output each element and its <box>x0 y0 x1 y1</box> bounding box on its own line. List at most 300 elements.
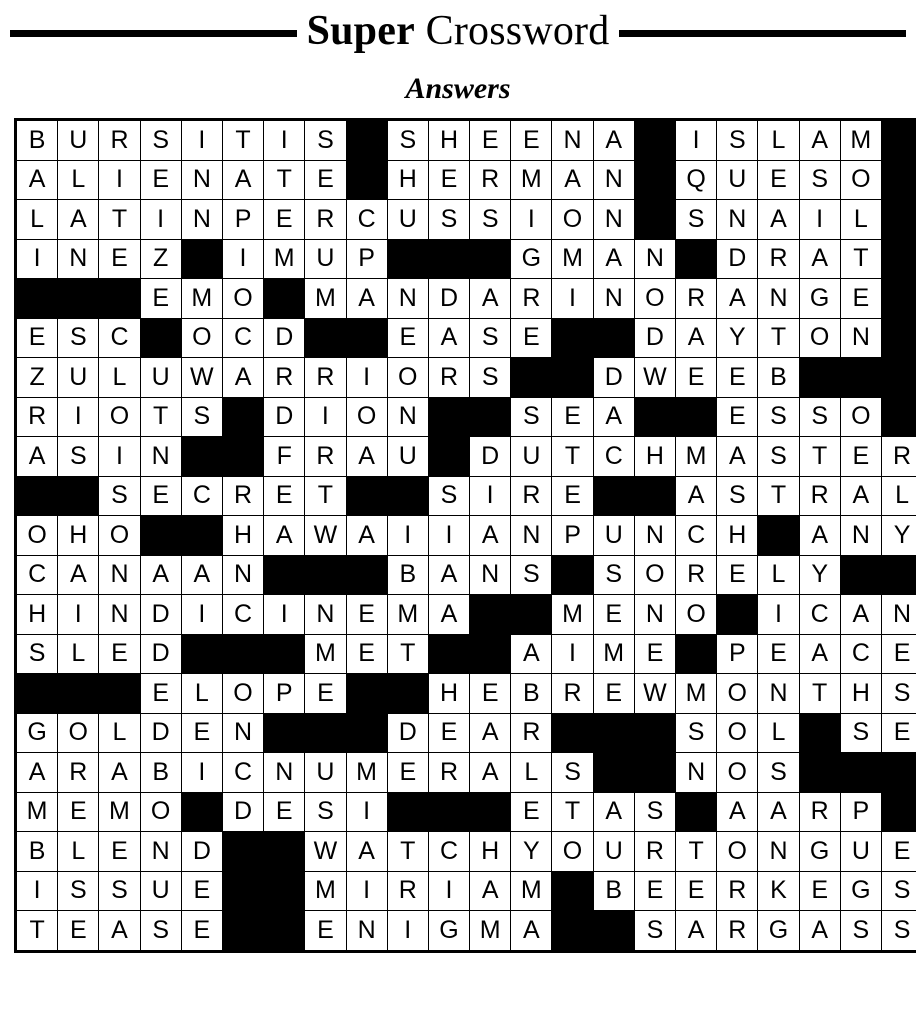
crossword-letter-cell: M <box>346 753 387 793</box>
crossword-block-cell <box>264 911 305 952</box>
crossword-letter-cell: F <box>264 437 305 477</box>
crossword-letter-cell: C <box>222 753 263 793</box>
crossword-letter-cell: R <box>305 437 346 477</box>
crossword-letter-cell: E <box>758 160 799 200</box>
crossword-letter-cell: H <box>634 437 675 477</box>
crossword-letter-cell: M <box>181 279 222 319</box>
crossword-block-cell <box>346 476 387 516</box>
crossword-letter-cell: A <box>758 200 799 240</box>
crossword-grid <box>14 118 916 953</box>
crossword-letter-cell: A <box>470 516 511 556</box>
crossword-letter-cell: S <box>140 911 181 952</box>
crossword-letter-cell: M <box>511 160 552 200</box>
crossword-letter-cell: U <box>840 832 881 872</box>
crossword-block-cell <box>634 120 675 161</box>
crossword-letter-cell: C <box>99 318 140 358</box>
crossword-letter-cell: S <box>58 318 99 358</box>
crossword-letter-cell: O <box>222 674 263 714</box>
crossword-letter-cell: M <box>552 239 593 279</box>
crossword-letter-cell: T <box>840 239 881 279</box>
crossword-letter-cell: S <box>552 753 593 793</box>
crossword-letter-cell: E <box>99 239 140 279</box>
crossword-letter-cell: S <box>99 871 140 911</box>
crossword-letter-cell: S <box>58 871 99 911</box>
crossword-letter-cell: I <box>676 120 717 161</box>
crossword-block-cell <box>222 397 263 437</box>
crossword-letter-cell: H <box>58 516 99 556</box>
crossword-row <box>16 871 916 911</box>
crossword-letter-cell: B <box>140 753 181 793</box>
page-title <box>307 10 610 52</box>
crossword-letter-cell: R <box>428 753 469 793</box>
crossword-block-cell <box>305 713 346 753</box>
crossword-block-cell <box>881 555 916 595</box>
crossword-letter-cell: A <box>717 279 758 319</box>
crossword-letter-cell: H <box>840 674 881 714</box>
page-title-bold: Super <box>306 8 415 54</box>
crossword-letter-cell: E <box>140 674 181 714</box>
crossword-letter-cell: P <box>222 200 263 240</box>
crossword-row <box>16 595 916 635</box>
crossword-block-cell <box>428 792 469 832</box>
crossword-letter-cell: O <box>346 397 387 437</box>
crossword-row <box>16 120 916 161</box>
crossword-letter-cell: O <box>16 516 58 556</box>
crossword-letter-cell: E <box>799 871 840 911</box>
crossword-letter-cell: M <box>305 871 346 911</box>
crossword-block-cell <box>305 555 346 595</box>
crossword-letter-cell: S <box>181 397 222 437</box>
crossword-letter-cell: N <box>181 160 222 200</box>
crossword-letter-cell: I <box>181 753 222 793</box>
crossword-block-cell <box>346 555 387 595</box>
crossword-block-cell <box>264 279 305 319</box>
crossword-letter-cell: Z <box>16 358 58 398</box>
crossword-letter-cell: N <box>305 595 346 635</box>
crossword-letter-cell: N <box>593 279 634 319</box>
crossword-letter-cell: O <box>799 318 840 358</box>
crossword-letter-cell: A <box>428 318 469 358</box>
crossword-block-cell <box>593 318 634 358</box>
crossword-letter-cell: E <box>181 911 222 952</box>
crossword-letter-cell: E <box>140 476 181 516</box>
crossword-letter-cell: H <box>428 120 469 161</box>
crossword-letter-cell: U <box>387 200 428 240</box>
crossword-letter-cell: G <box>840 871 881 911</box>
crossword-letter-cell: C <box>676 516 717 556</box>
crossword-block-cell <box>676 397 717 437</box>
crossword-letter-cell: L <box>881 476 916 516</box>
crossword-letter-cell: N <box>717 200 758 240</box>
crossword-block-cell <box>881 397 916 437</box>
crossword-letter-cell: B <box>16 120 58 161</box>
crossword-letter-cell: S <box>634 792 675 832</box>
crossword-letter-cell: P <box>346 239 387 279</box>
crossword-letter-cell: I <box>470 476 511 516</box>
crossword-block-cell <box>99 674 140 714</box>
crossword-letter-cell: O <box>99 397 140 437</box>
crossword-letter-cell: R <box>552 674 593 714</box>
crossword-letter-cell: R <box>305 358 346 398</box>
crossword-letter-cell: E <box>305 160 346 200</box>
crossword-letter-cell: N <box>99 555 140 595</box>
crossword-block-cell <box>840 753 881 793</box>
crossword-letter-cell: I <box>16 871 58 911</box>
crossword-letter-cell: L <box>99 713 140 753</box>
crossword-letter-cell: N <box>511 516 552 556</box>
crossword-letter-cell: W <box>634 358 675 398</box>
crossword-letter-cell: E <box>840 279 881 319</box>
crossword-letter-cell: E <box>16 318 58 358</box>
crossword-letter-cell: M <box>840 120 881 161</box>
crossword-row <box>16 318 916 358</box>
crossword-letter-cell: U <box>305 753 346 793</box>
crossword-letter-cell: E <box>881 634 916 674</box>
crossword-letter-cell: I <box>222 239 263 279</box>
crossword-letter-cell: A <box>222 160 263 200</box>
crossword-block-cell <box>634 476 675 516</box>
crossword-letter-cell: R <box>387 871 428 911</box>
crossword-block-cell <box>511 595 552 635</box>
crossword-letter-cell: N <box>634 595 675 635</box>
crossword-letter-cell: S <box>758 753 799 793</box>
masthead-rule-right <box>619 30 906 37</box>
crossword-letter-cell: T <box>99 200 140 240</box>
crossword-letter-cell: N <box>634 516 675 556</box>
crossword-letter-cell: R <box>634 832 675 872</box>
crossword-block-cell <box>58 476 99 516</box>
crossword-block-cell <box>799 358 840 398</box>
crossword-letter-cell: E <box>593 595 634 635</box>
crossword-block-cell <box>552 911 593 952</box>
crossword-letter-cell: H <box>717 516 758 556</box>
crossword-letter-cell: I <box>140 200 181 240</box>
crossword-letter-cell: S <box>758 437 799 477</box>
crossword-block-cell <box>634 397 675 437</box>
crossword-letter-cell: S <box>387 120 428 161</box>
crossword-block-cell <box>222 634 263 674</box>
crossword-letter-cell: O <box>552 200 593 240</box>
crossword-letter-cell: E <box>881 832 916 872</box>
crossword-letter-cell: M <box>264 239 305 279</box>
crossword-letter-cell: M <box>676 437 717 477</box>
crossword-letter-cell: Y <box>717 318 758 358</box>
crossword-row <box>16 200 916 240</box>
crossword-letter-cell: H <box>16 595 58 635</box>
crossword-letter-cell: O <box>222 279 263 319</box>
crossword-block-cell <box>387 792 428 832</box>
crossword-row <box>16 279 916 319</box>
crossword-letter-cell: U <box>511 437 552 477</box>
crossword-letter-cell: D <box>140 595 181 635</box>
crossword-block-cell <box>881 160 916 200</box>
crossword-letter-cell: A <box>346 832 387 872</box>
crossword-letter-cell: B <box>758 358 799 398</box>
crossword-block-cell <box>881 279 916 319</box>
crossword-letter-cell: I <box>264 595 305 635</box>
crossword-letter-cell: N <box>387 279 428 319</box>
crossword-letter-cell: A <box>470 713 511 753</box>
crossword-row <box>16 476 916 516</box>
crossword-letter-cell: A <box>470 279 511 319</box>
crossword-letter-cell: T <box>305 476 346 516</box>
crossword-block-cell <box>264 634 305 674</box>
crossword-row <box>16 437 916 477</box>
crossword-letter-cell: P <box>552 516 593 556</box>
crossword-letter-cell: I <box>346 792 387 832</box>
crossword-letter-cell: E <box>470 674 511 714</box>
crossword-grid-wrap <box>0 118 916 953</box>
crossword-letter-cell: S <box>799 160 840 200</box>
crossword-letter-cell: T <box>758 476 799 516</box>
crossword-letter-cell: E <box>264 476 305 516</box>
crossword-letter-cell: M <box>593 634 634 674</box>
crossword-letter-cell: D <box>387 713 428 753</box>
crossword-row <box>16 753 916 793</box>
crossword-letter-cell: N <box>593 160 634 200</box>
crossword-letter-cell: U <box>593 516 634 556</box>
crossword-block-cell <box>346 160 387 200</box>
crossword-letter-cell: O <box>840 397 881 437</box>
crossword-block-cell <box>881 200 916 240</box>
crossword-block-cell <box>264 871 305 911</box>
crossword-letter-cell: N <box>140 832 181 872</box>
crossword-letter-cell: S <box>593 555 634 595</box>
crossword-block-cell <box>799 753 840 793</box>
crossword-letter-cell: D <box>264 397 305 437</box>
crossword-letter-cell: E <box>140 160 181 200</box>
crossword-letter-cell: O <box>181 318 222 358</box>
crossword-letter-cell: G <box>799 279 840 319</box>
crossword-letter-cell: E <box>428 713 469 753</box>
crossword-letter-cell: R <box>428 358 469 398</box>
crossword-letter-cell: R <box>264 358 305 398</box>
crossword-letter-cell: A <box>799 239 840 279</box>
crossword-letter-cell: E <box>387 318 428 358</box>
crossword-letter-cell: E <box>717 555 758 595</box>
crossword-letter-cell: A <box>676 318 717 358</box>
crossword-letter-cell: O <box>634 555 675 595</box>
crossword-block-cell <box>511 358 552 398</box>
crossword-letter-cell: S <box>881 911 916 952</box>
crossword-block-cell <box>840 358 881 398</box>
crossword-letter-cell: Z <box>140 239 181 279</box>
crossword-letter-cell: O <box>552 832 593 872</box>
crossword-block-cell <box>222 832 263 872</box>
crossword-block-cell <box>181 792 222 832</box>
crossword-letter-cell: T <box>552 437 593 477</box>
crossword-letter-cell: S <box>305 792 346 832</box>
crossword-letter-cell: K <box>758 871 799 911</box>
crossword-block-cell <box>799 713 840 753</box>
crossword-letter-cell: R <box>222 476 263 516</box>
crossword-letter-cell: A <box>758 792 799 832</box>
crossword-letter-cell: O <box>717 832 758 872</box>
crossword-block-cell <box>58 674 99 714</box>
crossword-letter-cell: H <box>387 160 428 200</box>
crossword-block-cell <box>881 120 916 161</box>
crossword-letter-cell: O <box>387 358 428 398</box>
crossword-letter-cell: C <box>840 634 881 674</box>
crossword-letter-cell: N <box>840 516 881 556</box>
crossword-letter-cell: H <box>470 832 511 872</box>
crossword-letter-cell: A <box>428 555 469 595</box>
crossword-letter-cell: A <box>676 476 717 516</box>
crossword-letter-cell: E <box>593 674 634 714</box>
crossword-letter-cell: N <box>140 437 181 477</box>
crossword-letter-cell: S <box>140 120 181 161</box>
crossword-letter-cell: E <box>181 713 222 753</box>
crossword-letter-cell: C <box>181 476 222 516</box>
crossword-letter-cell: T <box>16 911 58 952</box>
crossword-letter-cell: T <box>799 437 840 477</box>
crossword-letter-cell: E <box>346 595 387 635</box>
crossword-letter-cell: E <box>552 397 593 437</box>
crossword-letter-cell: O <box>717 713 758 753</box>
crossword-letter-cell: E <box>552 476 593 516</box>
crossword-block-cell <box>676 792 717 832</box>
crossword-letter-cell: A <box>799 634 840 674</box>
crossword-letter-cell: S <box>634 911 675 952</box>
crossword-letter-cell: N <box>222 713 263 753</box>
crossword-block-cell <box>593 911 634 952</box>
crossword-letter-cell: T <box>387 832 428 872</box>
crossword-letter-cell: E <box>676 358 717 398</box>
crossword-letter-cell: A <box>593 792 634 832</box>
crossword-letter-cell: A <box>140 555 181 595</box>
crossword-letter-cell: H <box>222 516 263 556</box>
crossword-letter-cell: I <box>346 871 387 911</box>
crossword-letter-cell: B <box>387 555 428 595</box>
crossword-letter-cell: S <box>511 397 552 437</box>
crossword-letter-cell: R <box>511 713 552 753</box>
crossword-letter-cell: A <box>799 120 840 161</box>
crossword-letter-cell: A <box>552 160 593 200</box>
crossword-letter-cell: R <box>717 911 758 952</box>
crossword-letter-cell: N <box>676 753 717 793</box>
crossword-block-cell <box>305 318 346 358</box>
crossword-letter-cell: N <box>99 595 140 635</box>
crossword-letter-cell: E <box>58 911 99 952</box>
crossword-block-cell <box>840 555 881 595</box>
crossword-letter-cell: W <box>634 674 675 714</box>
crossword-block-cell <box>634 200 675 240</box>
crossword-letter-cell: A <box>799 911 840 952</box>
crossword-block-cell <box>552 713 593 753</box>
crossword-letter-cell: E <box>346 634 387 674</box>
crossword-letter-cell: H <box>428 674 469 714</box>
crossword-letter-cell: I <box>58 595 99 635</box>
crossword-letter-cell: E <box>881 713 916 753</box>
crossword-letter-cell: R <box>799 792 840 832</box>
crossword-row <box>16 555 916 595</box>
crossword-letter-cell: L <box>511 753 552 793</box>
crossword-letter-cell: B <box>16 832 58 872</box>
crossword-block-cell <box>16 279 58 319</box>
crossword-row <box>16 792 916 832</box>
crossword-block-cell <box>593 753 634 793</box>
crossword-letter-cell: U <box>717 160 758 200</box>
crossword-block-cell <box>552 318 593 358</box>
crossword-letter-cell: I <box>99 160 140 200</box>
crossword-letter-cell: I <box>181 120 222 161</box>
crossword-letter-cell: A <box>470 871 511 911</box>
crossword-letter-cell: I <box>16 239 58 279</box>
crossword-letter-cell: R <box>511 476 552 516</box>
crossword-block-cell <box>222 437 263 477</box>
crossword-letter-cell: U <box>140 358 181 398</box>
crossword-letter-cell: E <box>511 318 552 358</box>
crossword-letter-cell: A <box>511 634 552 674</box>
crossword-letter-cell: R <box>676 555 717 595</box>
crossword-letter-cell: I <box>552 634 593 674</box>
crossword-letter-cell: D <box>140 713 181 753</box>
crossword-letter-cell: D <box>428 279 469 319</box>
crossword-letter-cell: R <box>676 279 717 319</box>
crossword-letter-cell: S <box>470 200 511 240</box>
crossword-letter-cell: A <box>99 911 140 952</box>
crossword-letter-cell: T <box>799 674 840 714</box>
crossword-letter-cell: A <box>593 397 634 437</box>
crossword-letter-cell: N <box>470 555 511 595</box>
crossword-letter-cell: I <box>387 516 428 556</box>
crossword-letter-cell: A <box>799 516 840 556</box>
crossword-row <box>16 358 916 398</box>
crossword-letter-cell: O <box>840 160 881 200</box>
crossword-letter-cell: A <box>593 120 634 161</box>
page-title-light: Crossword <box>425 8 610 54</box>
crossword-letter-cell: A <box>346 279 387 319</box>
crossword-letter-cell: E <box>58 792 99 832</box>
crossword-letter-cell: S <box>428 200 469 240</box>
crossword-letter-cell: N <box>758 279 799 319</box>
crossword-block-cell <box>881 753 916 793</box>
crossword-letter-cell: N <box>840 318 881 358</box>
crossword-letter-cell: P <box>840 792 881 832</box>
crossword-letter-cell: C <box>428 832 469 872</box>
crossword-letter-cell: R <box>758 239 799 279</box>
crossword-block-cell <box>470 239 511 279</box>
crossword-letter-cell: M <box>305 279 346 319</box>
crossword-letter-cell: E <box>717 358 758 398</box>
crossword-letter-cell: E <box>840 437 881 477</box>
crossword-letter-cell: A <box>717 437 758 477</box>
crossword-letter-cell: E <box>99 832 140 872</box>
crossword-letter-cell: A <box>717 792 758 832</box>
crossword-block-cell <box>593 476 634 516</box>
crossword-letter-cell: T <box>222 120 263 161</box>
crossword-letter-cell: E <box>264 792 305 832</box>
crossword-letter-cell: R <box>717 871 758 911</box>
crossword-block-cell <box>758 516 799 556</box>
crossword-letter-cell: L <box>758 120 799 161</box>
crossword-letter-cell: R <box>799 476 840 516</box>
crossword-letter-cell: E <box>634 871 675 911</box>
crossword-block-cell <box>346 674 387 714</box>
crossword-block-cell <box>717 595 758 635</box>
crossword-block-cell <box>552 555 593 595</box>
crossword-letter-cell: A <box>16 160 58 200</box>
crossword-letter-cell: A <box>840 476 881 516</box>
crossword-letter-cell: T <box>140 397 181 437</box>
crossword-block-cell <box>470 595 511 635</box>
crossword-block-cell <box>428 634 469 674</box>
crossword-letter-cell: O <box>717 753 758 793</box>
crossword-letter-cell: E <box>758 634 799 674</box>
crossword-letter-cell: N <box>264 753 305 793</box>
crossword-block-cell <box>881 239 916 279</box>
crossword-block-cell <box>634 160 675 200</box>
